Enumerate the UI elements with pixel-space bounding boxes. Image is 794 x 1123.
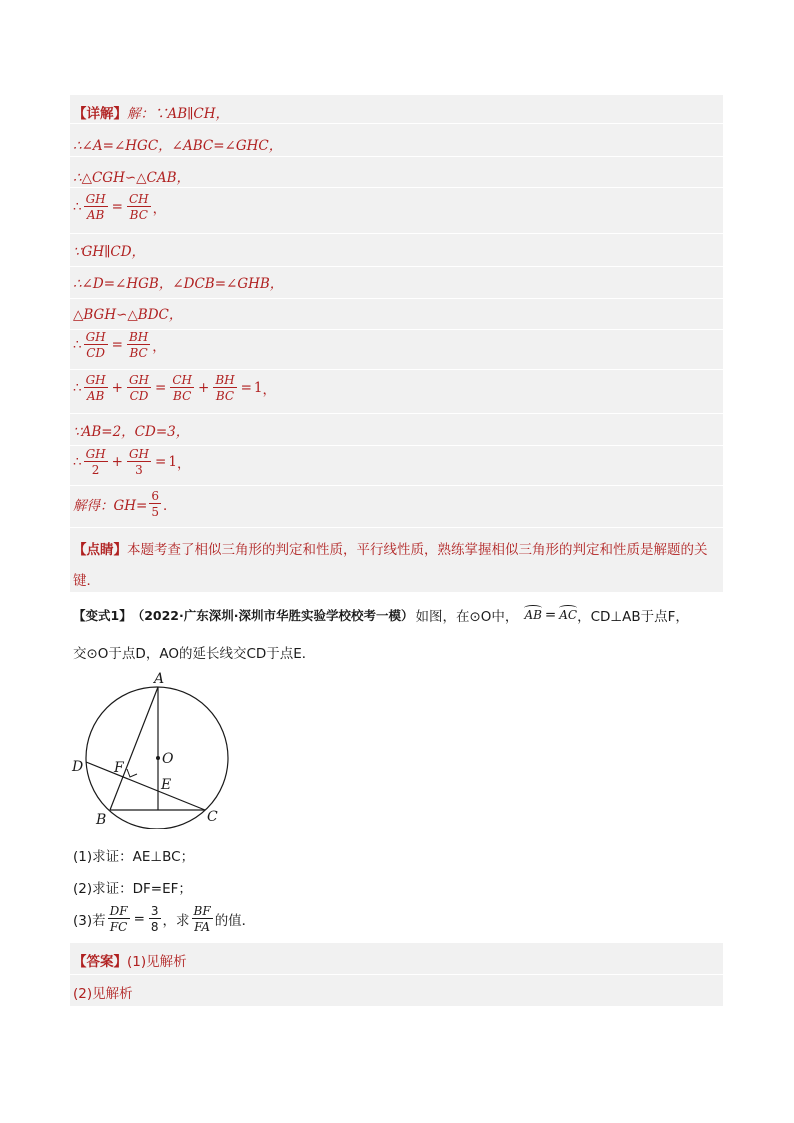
detail-line-6: △BGH∽△BDC， — [73, 307, 183, 323]
answer-line-2: (2)见解析 — [73, 986, 133, 1002]
arc-ac: AC — [559, 608, 578, 622]
key-point-note — [73, 535, 718, 597]
label-e: E — [161, 777, 172, 793]
fraction: $\frac{GH}{AB}$ — [85, 192, 106, 222]
detail-tag: 【详解】 — [73, 106, 127, 122]
label-a: A — [154, 671, 165, 687]
detail-line-3: ∴△CGH∽△CAB， — [73, 170, 191, 186]
label-b: B — [96, 812, 107, 828]
note-text: 本题考查了相似三角形的判定和性质，平行线性质，熟练掌握相似三角形的判定和性质是解题的关键． — [73, 542, 708, 589]
detail-line-1: 【详解】 解：∵AB∥CH， — [73, 102, 229, 122]
detail-line-2: ∴∠A=∠HGC，∠ABC=∠GHC， — [73, 138, 283, 154]
label-o: O — [162, 751, 174, 767]
right-angle-mark — [127, 769, 137, 777]
detail-answer-line: 解得：GH= $\frac{6}{5}$ ． — [73, 489, 177, 519]
segment-dc — [86, 762, 205, 810]
segment-ab — [110, 687, 158, 810]
detail-frac-line-3: ∴ $\frac{GH}{AB}$ + $\frac{GH}{CD}$ = $\frac{CH}{BC}$ + $\frac{BH}{BC}$ = 1 ， — [73, 373, 277, 403]
question-3: (3)若 $\frac{DF}{FC}$ = $\frac{3}{8}$ ，求 $\frac{BF}{FA}$ 的值． — [73, 904, 256, 934]
answer-line-1: 【答案】(1)见解析 — [73, 954, 187, 970]
detail-frac-line-4: ∴ $\frac{GH}{2}$ + $\frac{GH}{3}$ = 1 ， — [73, 447, 191, 477]
detail-frac-line-2: ∴ $\frac{GH}{CD}$ = $\frac{BH}{BC}$ ， — [73, 330, 166, 360]
detail-line-5: ∴∠D=∠HGB，∠DCB=∠GHB， — [73, 276, 284, 292]
label-f: F — [114, 760, 124, 776]
detail-line-4: ∵GH∥CD， — [73, 244, 146, 260]
label-c: C — [207, 809, 218, 825]
variant-line-2: 交⊙O于点D，AO的延长线交CD于点E． — [73, 646, 316, 662]
variant-line-1: 【变式1】 （2022·广东深圳·深圳市华胜实验学校校考一模） 如图，在⊙O中， AB = AC ，CD⊥AB于点F， — [73, 607, 689, 625]
question-1: (1)求证：AE⊥BC； — [73, 849, 195, 865]
arc-ab: AB — [524, 608, 542, 622]
detail-frac-line-1: ∴ $\frac{GH}{AB}$ = $\frac{CH}{BC}$ ， — [73, 192, 167, 222]
variant-tag: 【变式1】 — [73, 608, 132, 623]
center-dot — [156, 756, 160, 760]
question-2: (2)求证：DF=EF； — [73, 881, 192, 897]
label-d: D — [72, 759, 84, 775]
note-tag: 【点睛】 — [73, 542, 127, 558]
variant-source: （2022·广东深圳·深圳市华胜实验学校校考一模） — [131, 608, 414, 623]
answer-tag: 【答案】 — [73, 954, 127, 970]
detail-line-7: ∵AB=2，CD=3， — [73, 424, 190, 440]
circle-geometry-figure — [64, 664, 254, 829]
fraction: $\frac{CH}{BC}$ — [128, 192, 149, 222]
